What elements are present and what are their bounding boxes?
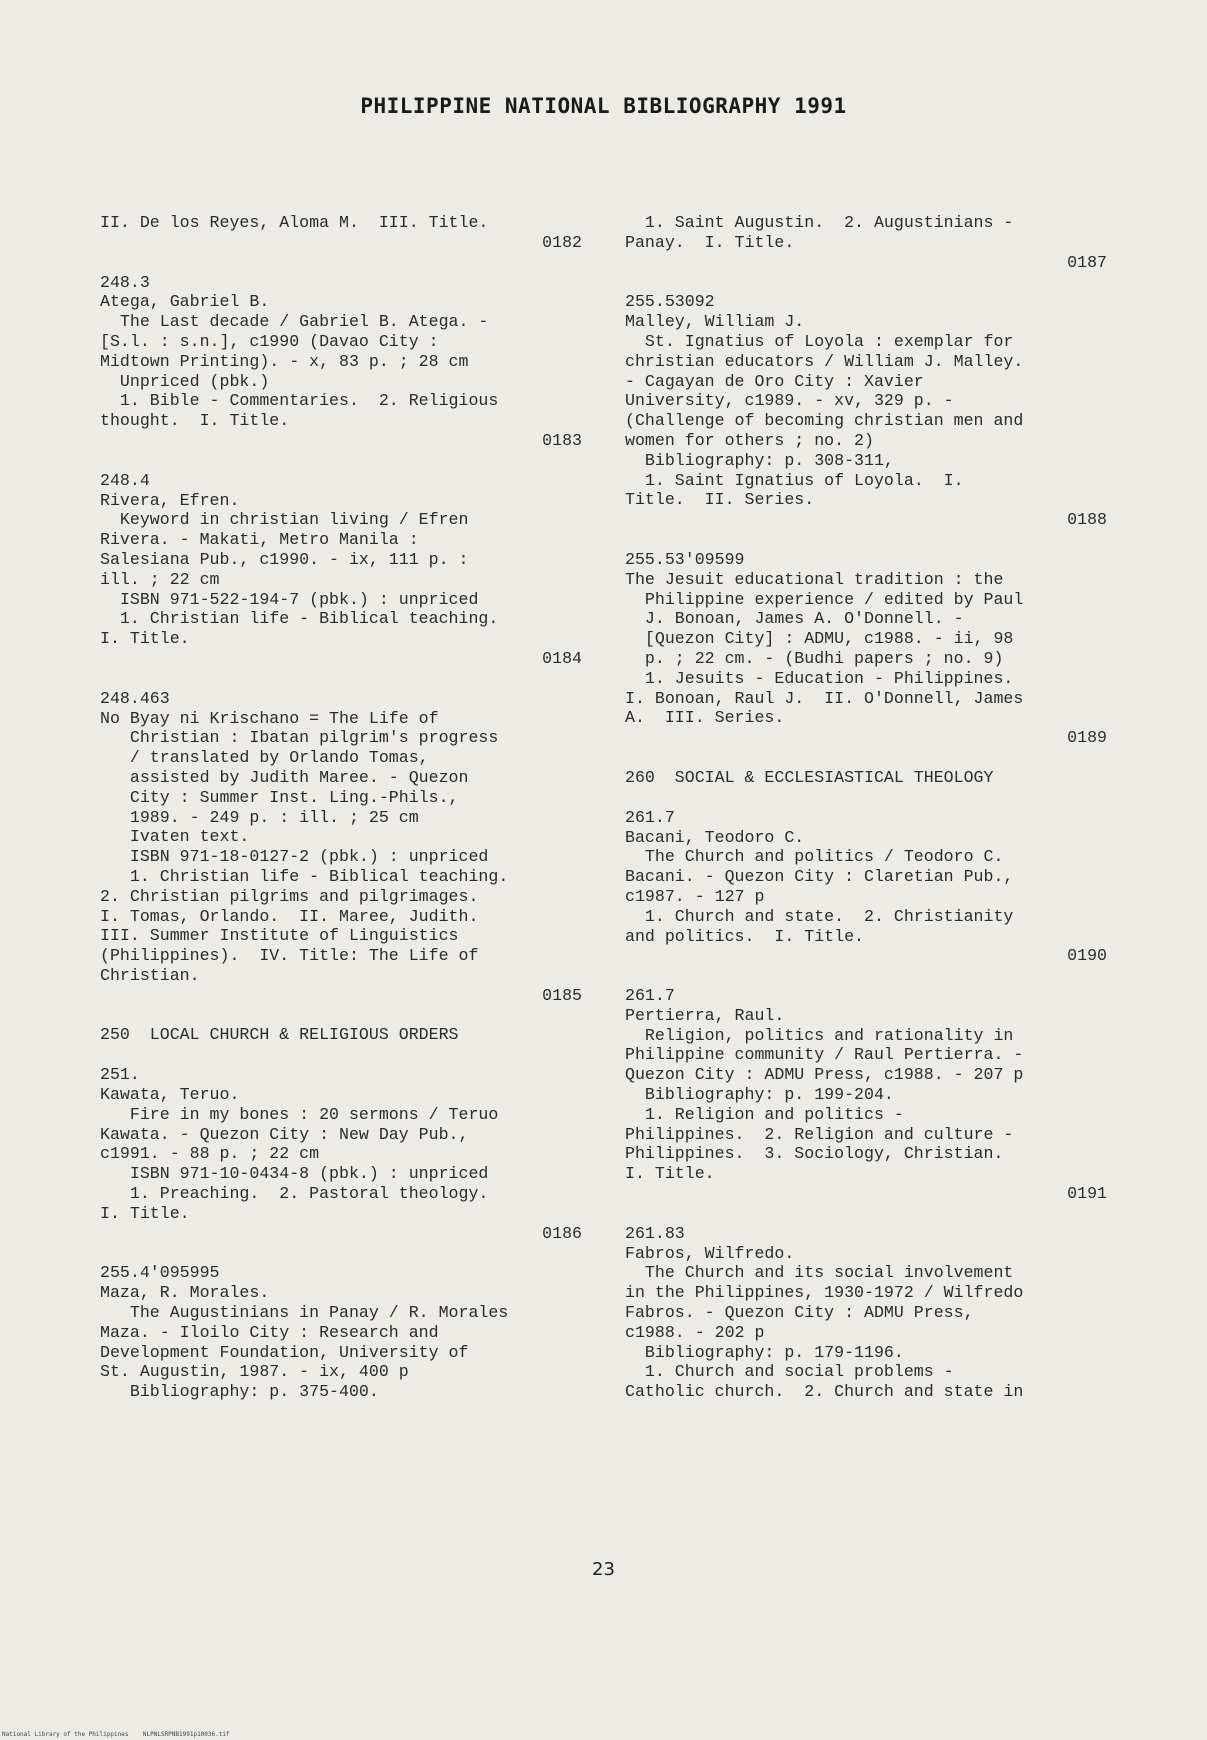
entry-line: No Byay ni Krischano = The Life of (100, 708, 439, 728)
entry-line: c1987. - 127 p (625, 886, 765, 906)
bibliography-entry (625, 1224, 1107, 1402)
entry-line: Philippine experience / edited by Paul (625, 589, 1024, 609)
entry-line: Atega, Gabriel B. (100, 292, 270, 312)
right-column (625, 213, 1107, 1422)
entry-line: 1. Saint Ignatius of Loyola. I. (625, 470, 964, 490)
entry-line: University, c1989. - xv, 329 p. - (625, 391, 954, 411)
bibliography-entry (100, 1065, 582, 1243)
bibliography-entry (625, 808, 1107, 966)
entry-line: Philippines. 3. Sociology, Christian. (625, 1144, 1004, 1164)
entry-line: 1. Church and state. 2. Christianity (625, 906, 1014, 926)
entry-line: I. Bonoan, Raul J. II. O'Donnell, James (625, 688, 1024, 708)
entry-line: 1. Religion and politics - (625, 1104, 904, 1124)
entry-line: (Philippines). IV. Title: The Life of (100, 946, 479, 966)
entry-line: 248.4 (100, 470, 150, 490)
entry-line: Fire in my bones : 20 sermons / Teruo (100, 1104, 499, 1124)
entry-line: Catholic church. 2. Church and state in (625, 1382, 1024, 1402)
entry-line: 1989. - 249 p. : ill. ; 25 cm (100, 807, 419, 827)
entry-number: 0191 (1067, 1184, 1107, 1204)
entry-line: Quezon City : ADMU Press, c1988. - 207 p (625, 1065, 1024, 1085)
entry-line: 261.7 (625, 986, 675, 1006)
entry-line: I. Title. (625, 1164, 715, 1184)
entry-line: The Augustinians in Panay / R. Morales (100, 1303, 509, 1323)
entry-line: christian educators / William J. Malley. (625, 351, 1024, 371)
page-number: 23 (592, 1559, 615, 1580)
entry-line: thought. I. Title. (100, 411, 290, 431)
entry-line: ill. ; 22 cm (100, 569, 220, 589)
entry-line: 1. Saint Augustin. 2. Augustinians - (625, 213, 1014, 232)
page-title: PHILIPPINE NATIONAL BIBLIOGRAPHY 1991 (360, 94, 847, 118)
entry-line: Fabros, Wilfredo. (625, 1243, 795, 1263)
entry-line: 2. Christian pilgrims and pilgrimages. (100, 886, 479, 906)
entry-number: 0187 (1067, 252, 1107, 272)
entry-line: Salesiana Pub., c1990. - ix, 111 p. : (100, 549, 469, 569)
entry-line: Development Foundation, University of (100, 1342, 469, 1362)
entry-line: The Church and its social involvement (625, 1263, 1014, 1283)
entry-line: Bibliography: p. 308-311, (625, 450, 894, 470)
entry-line: J. Bonoan, James A. O'Donnell. - (625, 609, 964, 629)
entry-line: I. Title. (100, 1203, 190, 1223)
entry-line: I. Title. (100, 629, 190, 649)
entry-number: 0189 (1067, 728, 1107, 748)
entry-number: 0186 (542, 1223, 582, 1243)
entry-line: Malley, William J. (625, 312, 805, 332)
entry-line: III. Summer Institute of Linguistics (100, 926, 459, 946)
entry-number: 0184 (542, 648, 582, 668)
bibliography-entry (100, 213, 582, 253)
entry-line: Ivaten text. (100, 827, 250, 847)
entry-line: and politics. I. Title. (625, 926, 864, 946)
entry-line: c1991. - 88 p. ; 22 cm (100, 1144, 320, 1164)
bibliography-entry (625, 292, 1107, 530)
section-heading: 260 SOCIAL & ECCLESIASTICAL THEOLOGY (625, 767, 994, 787)
entry-number: 0182 (542, 232, 582, 252)
entry-line: 251. (100, 1065, 140, 1085)
entry-line: 261.7 (625, 807, 675, 827)
entry-line: Bacani, Teodoro C. (625, 827, 805, 847)
entry-line: [Quezon City] : ADMU, c1988. - ii, 98 (625, 629, 1014, 649)
entry-line: 255.4'095995 (100, 1263, 220, 1283)
entry-line: c1988. - 202 p (625, 1322, 765, 1342)
bibliography-entry (100, 1263, 582, 1402)
entry-line: 1. Jesuits - Education - Philippines. (625, 668, 1014, 688)
entry-line: (Challenge of becoming christian men and (625, 411, 1024, 431)
entry-line: 248.463 (100, 688, 170, 708)
entry-line: 1. Christian life - Biblical teaching. (100, 866, 509, 886)
bibliography-entry (100, 689, 582, 1006)
entry-line: ISBN 971-18-0127-2 (pbk.) : unpriced (100, 847, 489, 867)
entry-line: 1. Preaching. 2. Pastoral theology. (100, 1184, 489, 1204)
entry-number: 0188 (1067, 510, 1107, 530)
bibliography-entry (100, 471, 582, 669)
entry-line: Fabros. - Quezon City : ADMU Press, (625, 1303, 974, 1323)
entry-line: Philippine community / Raul Pertierra. - (625, 1045, 1024, 1065)
entry-line: Maza, R. Morales. (100, 1283, 270, 1303)
entry-line: St. Ignatius of Loyola : exemplar for (625, 331, 1014, 351)
entry-line: Title. II. Series. (625, 490, 815, 510)
entry-line: in the Philippines, 1930-1972 / Wilfredo (625, 1283, 1024, 1303)
bibliography-entry (625, 986, 1107, 1204)
entry-line: Panay. I. Title. (625, 232, 795, 252)
entry-line: - Cagayan de Oro City : Xavier (625, 371, 924, 391)
entry-line: The Last decade / Gabriel B. Atega. - (100, 312, 489, 332)
entry-line: St. Augustin, 1987. - ix, 400 p (100, 1362, 409, 1382)
bibliography-entry (625, 550, 1107, 748)
entry-line: A. III. Series. (625, 708, 785, 728)
entry-line: Keyword in christian living / Efren (100, 510, 469, 530)
entry-line: The Jesuit educational tradition : the (625, 569, 1004, 589)
entry-line: The Church and politics / Teodoro C. (625, 847, 1004, 867)
entry-line: assisted by Judith Maree. - Quezon (100, 767, 469, 787)
entry-line: Philippines. 2. Religion and culture - (625, 1124, 1014, 1144)
entry-line: Bibliography: p. 199-204. (625, 1085, 894, 1105)
entry-line: 1. Bible - Commentaries. 2. Religious (100, 391, 499, 411)
section-heading: 250 LOCAL CHURCH & RELIGIOUS ORDERS (100, 1025, 459, 1045)
entry-line: 1. Christian life - Biblical teaching. (100, 609, 499, 629)
entry-line: Unpriced (pbk.) (100, 371, 270, 391)
entry-line: / translated by Orlando Tomas, (100, 748, 429, 768)
entry-line: Kawata, Teruo. (100, 1085, 240, 1105)
entry-line: City : Summer Inst. Ling.-Phils., (100, 787, 459, 807)
bibliography-entry (625, 213, 1107, 272)
entry-line: Pertierra, Raul. (625, 1005, 785, 1025)
entry-line: Bibliography: p. 375-400. (100, 1382, 379, 1402)
entry-line: Midtown Printing). - x, 83 p. ; 28 cm (100, 351, 469, 371)
entry-line: women for others ; no. 2) (625, 430, 874, 450)
entry-line: Christian : Ibatan pilgrim's progress (100, 728, 499, 748)
entry-line: Bibliography: p. 179-1196. (625, 1342, 904, 1362)
scan-footer: National Library of the Philippines NLPNLSRPNB1991p10036.tif (2, 1731, 230, 1738)
entry-line: Rivera, Efren. (100, 490, 240, 510)
entry-line: Maza. - Iloilo City : Research and (100, 1322, 439, 1342)
entry-line: Christian. (100, 965, 200, 985)
entry-number: 0185 (542, 985, 582, 1005)
bibliography-entry (100, 273, 582, 451)
entry-line: Rivera. - Makati, Metro Manila : (100, 530, 419, 550)
entry-line: II. De los Reyes, Aloma M. III. Title. (100, 213, 489, 232)
entry-line: Bacani. - Quezon City : Claretian Pub., (625, 867, 1014, 887)
entry-line: I. Tomas, Orlando. II. Maree, Judith. (100, 906, 479, 926)
entry-line: 261.83 (625, 1223, 685, 1243)
entry-line: ISBN 971-522-194-7 (pbk.) : unpriced (100, 589, 479, 609)
entry-line: Religion, politics and rationality in (625, 1025, 1014, 1045)
entry-number: 0190 (1067, 946, 1107, 966)
entry-line: 255.53092 (625, 292, 715, 312)
entry-line: ISBN 971-10-0434-8 (pbk.) : unpriced (100, 1164, 489, 1184)
entry-line: 248.3 (100, 272, 150, 292)
left-column (100, 213, 582, 1422)
entry-line: p. ; 22 cm. - (Budhi papers ; no. 9) (625, 648, 1004, 668)
entry-number: 0183 (542, 430, 582, 450)
entry-line: Kawata. - Quezon City : New Day Pub., (100, 1124, 469, 1144)
entry-line: [S.l. : s.n.], c1990 (Davao City : (100, 331, 439, 351)
entry-line: 1. Church and social problems - (625, 1362, 954, 1382)
entry-line: 255.53'09599 (625, 549, 745, 569)
